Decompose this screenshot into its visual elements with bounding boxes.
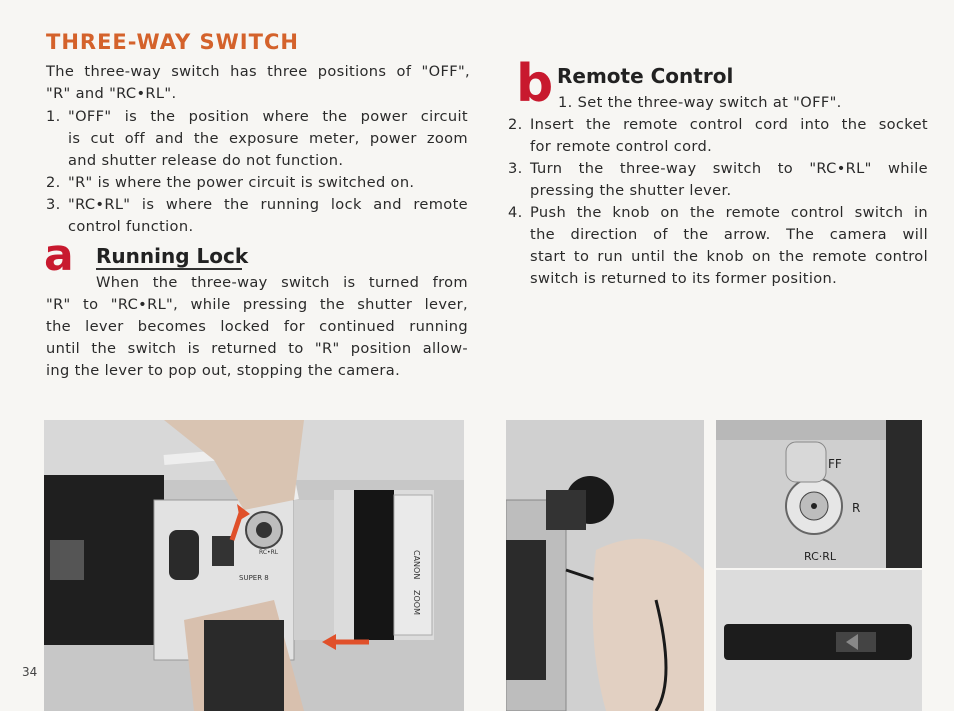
section-badge-b: b (516, 54, 554, 114)
item-line: and shutter release do not function. (68, 152, 344, 169)
zoom-lens-label: ZOOM (412, 590, 421, 615)
item-line: "OFF" is the position where the power circuit (68, 108, 468, 125)
intro-line-1: The three-way switch has three positions of "OFF", (46, 63, 470, 80)
item-number: 3. (46, 196, 61, 213)
running-line: until the switch is returned to "R" position allow- (46, 340, 468, 357)
rc-rl-label: RC·RL (804, 550, 837, 563)
super8-label: SUPER 8 (239, 574, 269, 582)
item-number: 1. (46, 108, 61, 125)
section-title: THREE-WAY SWITCH (46, 30, 299, 54)
running-line: When the three-way switch is turned from (96, 274, 468, 291)
list-item (46, 194, 468, 238)
page-number: 34 (22, 665, 38, 679)
canon-lens-label: CANON (412, 550, 421, 580)
heading-underline (96, 268, 242, 270)
item-line: "RC•RL" is where the running lock and remote (68, 196, 468, 213)
intro-text (46, 61, 470, 105)
remote-control-heading: Remote Control (557, 64, 734, 88)
remote-steps-list (508, 92, 928, 290)
item-line: pressing the shutter lever. (530, 182, 732, 199)
list-item (508, 158, 928, 202)
item-number: 4. (508, 204, 523, 221)
item-line: is cut off and the exposure meter, power zoom (68, 130, 468, 147)
list-item (46, 106, 468, 172)
item-line: Turn the three-way switch to "RC•RL" while (530, 160, 928, 177)
rc-rl-small-label: RC•RL (259, 549, 279, 556)
off-label: FF (828, 457, 842, 471)
item-line: start to run until the knob on the remote control (530, 248, 928, 265)
item-line: switch is returned to its former position. (530, 270, 838, 287)
running-line: "R" to "RC•RL", while pressing the shutter lever, (46, 296, 468, 313)
positions-list (46, 106, 468, 238)
running-lock-photo (44, 420, 464, 711)
switch-closeup-photo (716, 420, 922, 568)
remote-insert-photo (506, 420, 704, 711)
list-item (46, 172, 468, 194)
running-line: the lever becomes locked for continued running (46, 318, 468, 335)
section-badge-a: a (44, 230, 74, 281)
item-line: Set the three-way switch at "OFF". (577, 94, 842, 111)
item-line: "R" is where the power circuit is switched on. (68, 174, 415, 191)
item-line: Insert the remote control cord into the socket (530, 116, 928, 133)
item-line: control function. (68, 218, 194, 235)
running-lock-text (46, 272, 468, 382)
running-line: ing the lever to pop out, stopping the camera. (46, 362, 401, 379)
item-number: 2. (46, 174, 61, 191)
item-line: Push the knob on the remote control switch in (530, 204, 928, 221)
r-label: R (852, 501, 861, 515)
item-line: the direction of the arrow. The camera will (530, 226, 928, 243)
item-line: for remote control cord. (530, 138, 713, 155)
list-item (508, 202, 928, 290)
item-number: 3. (508, 160, 523, 177)
running-lock-heading: Running Lock (96, 244, 249, 268)
list-item (558, 92, 928, 114)
item-number: 1. (558, 94, 573, 111)
item-number: 2. (508, 116, 523, 133)
list-item (508, 114, 928, 158)
remote-switch-photo (716, 570, 922, 711)
intro-line-2: "R" and "RC•RL". (46, 85, 177, 102)
